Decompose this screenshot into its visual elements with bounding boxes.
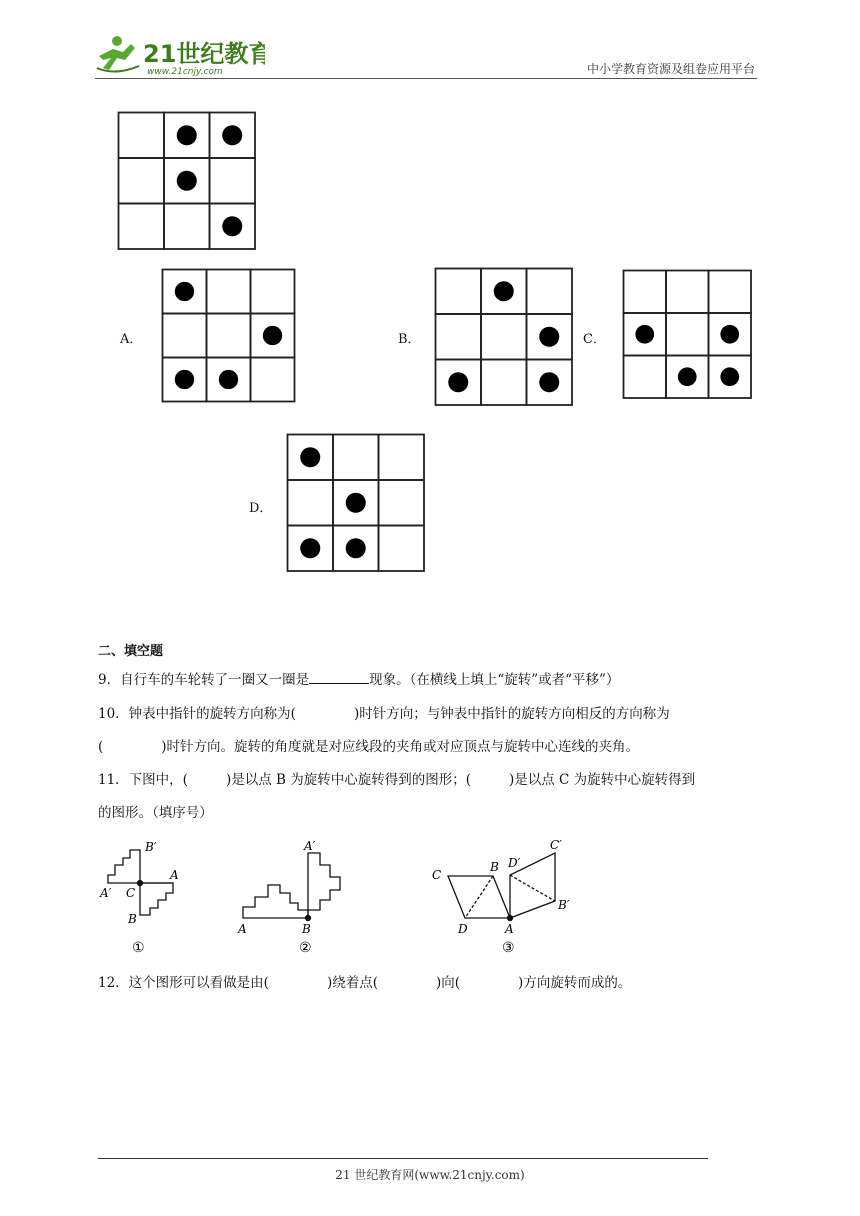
rotation-figures	[98, 835, 598, 960]
grid-dot	[177, 125, 197, 145]
grid-cell	[709, 271, 752, 314]
grid-dot	[222, 125, 242, 145]
grid-option-d[interactable]	[286, 433, 426, 573]
svg-text:②: ②	[299, 940, 312, 956]
svg-text:③: ③	[502, 940, 515, 956]
svg-text:B: B	[128, 912, 137, 926]
grid-cell	[288, 480, 334, 526]
grid-cell	[379, 526, 425, 572]
question-10-line1: 10．钟表中指针的旋转方向称为( )时针方向；与钟表中指针的旋转方向相反的方向称为	[98, 706, 670, 722]
grid-cell	[119, 158, 165, 204]
grid-cell	[119, 204, 165, 250]
option-c-label: C．	[583, 332, 606, 347]
grid-cell	[481, 314, 527, 360]
grid-cell	[251, 358, 295, 402]
section-title: 二、填空题	[98, 644, 164, 659]
figure-1	[108, 850, 173, 915]
grid-cell	[481, 360, 527, 406]
svg-text:C′: C′	[550, 838, 562, 852]
grid-dot	[177, 171, 197, 191]
grid-cell	[666, 271, 709, 314]
grid-cell	[119, 113, 165, 159]
svg-text:A′: A′	[100, 886, 112, 900]
grid-dot	[635, 325, 654, 344]
grid-cell	[207, 314, 251, 358]
grid-option-b[interactable]	[434, 267, 574, 407]
grid-dot	[222, 216, 242, 236]
grid-dot	[346, 493, 366, 513]
option-d-label: D．	[249, 501, 273, 516]
svg-text:C: C	[126, 886, 136, 900]
grid-cell	[379, 435, 425, 481]
question-11-line1: 11．下图中，( )是以点 B 为旋转中心旋转得到的图形；( )是以点 C 为旋转中心旋转得到	[98, 772, 696, 788]
grid-cell	[624, 271, 667, 314]
question-10-line2: ( )时针方向。旋转的角度就是对应线段的夹角或对应顶点与旋转中心连线的夹角。	[98, 739, 640, 755]
q9-blank[interactable]	[309, 669, 369, 684]
grid-dot	[346, 538, 366, 558]
grid-original	[117, 111, 257, 251]
grid-cell	[207, 270, 251, 314]
question-11-line2: 的图形。（填序号）	[98, 805, 213, 821]
grid-option-a[interactable]	[161, 268, 297, 404]
grid-dot	[720, 367, 739, 386]
grid-cell	[210, 158, 256, 204]
svg-text:B: B	[490, 860, 499, 874]
grid-dot	[300, 447, 320, 467]
svg-text:A′: A′	[304, 839, 316, 853]
svg-text:D: D	[458, 922, 468, 936]
site-logo	[95, 32, 265, 80]
question-12: 12．这个图形可以看做是由( )绕着点( )向( )方向旋转而成的。	[98, 975, 632, 991]
svg-text:A: A	[505, 922, 514, 936]
svg-text:B′: B′	[145, 840, 157, 854]
footer-text: 21 世纪教育网(www.21cnjy.com)	[335, 1168, 525, 1182]
header-divider	[95, 78, 757, 79]
grid-dot	[494, 281, 514, 301]
svg-text:A: A	[170, 868, 179, 882]
platform-name: 中小学教育资源及组卷应用平台	[586, 62, 755, 76]
svg-text:B′: B′	[558, 898, 570, 912]
option-a-label: A．	[120, 332, 143, 347]
grid-dot	[175, 282, 194, 301]
figure-2	[243, 853, 340, 921]
question-9: 9．自行车的车轮转了一圈又一圈是 现象。（在横线上填上“旋转”或者“平移”）	[98, 669, 619, 690]
option-b-label: B．	[398, 332, 421, 347]
grid-dot	[539, 372, 559, 392]
grid-cell	[624, 356, 667, 399]
svg-text:21世纪教育: 21世纪教育	[143, 40, 265, 68]
svg-text:C: C	[432, 868, 442, 882]
grid-option-c[interactable]	[622, 269, 754, 401]
grid-cell	[436, 314, 482, 360]
grid-dot	[263, 326, 282, 345]
grid-dot	[448, 372, 468, 392]
svg-text:A: A	[238, 922, 247, 936]
runner-icon	[97, 36, 139, 72]
grid-cell	[527, 269, 573, 315]
grid-cell	[436, 269, 482, 315]
grid-cell	[666, 313, 709, 356]
grid-dot	[720, 325, 739, 344]
footer-divider	[98, 1158, 708, 1159]
grid-cell	[379, 480, 425, 526]
figure-3	[448, 853, 555, 921]
svg-text:①: ①	[132, 940, 145, 956]
grid-cell	[163, 314, 207, 358]
grid-dot	[175, 370, 194, 389]
grid-dot	[300, 538, 320, 558]
svg-text:D′: D′	[508, 856, 521, 870]
grid-cell	[333, 435, 379, 481]
grid-dot	[219, 370, 238, 389]
grid-cell	[164, 204, 210, 250]
grid-dot	[678, 367, 697, 386]
svg-text:www.21cnjy.com: www.21cnjy.com	[147, 67, 223, 76]
grid-cell	[251, 270, 295, 314]
svg-text:B: B	[302, 922, 311, 936]
grid-dot	[539, 327, 559, 347]
